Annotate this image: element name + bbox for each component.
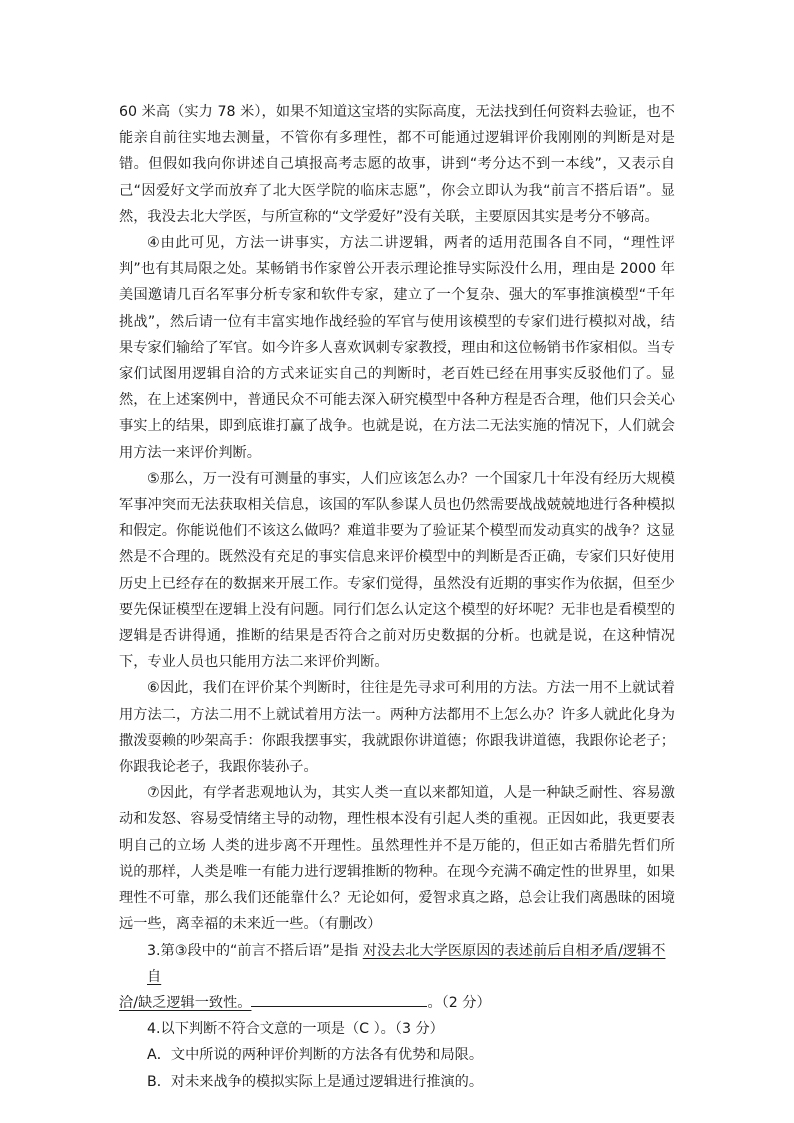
answer-blank-line bbox=[251, 992, 427, 1007]
paragraph-3-continued: 60 米高（实力 78 米），如果不知道这宝塔的实际高度，无法找到任何资料去验证，也不能亲自前往实地去测量，不管你有多理性，都不可能通过逻辑评价我刚刚的判断是对是错。但假如我向你讲述自己填报高考志愿的故事，讲到“考分达不到一本线”，又表示自己“因爱好文学而放弃了北大医学院的临床志愿”，你会立即认为我“前言不搭后语”。显然，我没去北大学医，与所宣称的“文学爱好”没有关联，主要原因其实是考分不够高。 bbox=[119, 104, 675, 225]
question-4-option-b: B．对未来战争的模拟实际上是通过逻辑进行推演的。 bbox=[147, 1073, 484, 1090]
paragraph-6: ⑥因此，我们在评价某个判断时，往往是先寻求可利用的方法。方法一用不上就试着用方法二，方法二用不上就试着用方法一。两种方法都用不上怎么办？许多人就此化身为撒泼耍赖的吵架高手：你跟我摆事实，我就跟你讲道德；你跟我讲道德，我跟你论老子；你跟我论老子，我跟你装孙子。 bbox=[119, 680, 675, 776]
paragraph-5: ⑤那么，万一没有可测量的事实，人们应该怎么办？一个国家几十年没有经历大规模军事冲突而无法获取相关信息，该国的军队参谋人员也仍然需要战战兢兢地进行各种模拟和假定。你能说他们不该这么做吗？难道非要为了验证某个模型而发动真实的战争？这显然是不合理的。既然没有充足的事实信息来评价模型中的判断是否正确，专家们只好使用历史上已经存在的数据来开展工作。专家们觉得，虽然没有近期的事实作为依据，但至少要先保证模型在逻辑上没有问题。同行们怎么认定这个模型的好坏呢？无非也是看模型的逻辑是否讲得通，推断的结果是否符合之前对历史数据的分析。也就是说，在这种情况下，专业人员也只能用方法二来评价判断。 bbox=[119, 470, 675, 671]
question-3-answer-line-1: 对没去北大学医原因的表述前后自相矛盾/逻辑不自 bbox=[147, 942, 666, 985]
question-3 bbox=[119, 938, 675, 1017]
paragraph-4: ④由此可见，方法一讲事实，方法二讲逻辑，两者的适用范围各自不同，“理性评判”也有其局限之处。某畅销书作家曾公开表示理论推导实际没什么用，理由是 2000 年美国邀请几百名军事分析专家和软件专家，建立了一个复杂、强大的军事推演模型“千年挑战”，然后请一位有丰富实地作战经验的军官与使用该模型的专家们进行模拟对战，结果专家们输给了军官。如今许多人喜欢讽刺专家教授，理由和这位畅销书作家相似。当专家们试图用逻辑自洽的方式来证实自己的判断时，老百姓已经在用事实反驳他们了。显然，在上述案例中，普通民众不可能去深入研究模型中各种方程是否合理，他们只会关心事实上的结果，即到底谁打赢了战争。也就是说，在方法二无法实施的情况下，人们就会用方法一来评价判断。 bbox=[119, 235, 675, 461]
question-4-stem: 4.以下判断不符合文意的一项是（C ）。（3 分） bbox=[147, 1021, 444, 1038]
question-3-answer-line-2: 洽/缺乏逻辑一致性。 bbox=[119, 994, 252, 1011]
question-3-prefix: 3.第③段中的“前言不搭后语”是指 bbox=[147, 942, 363, 959]
question-4-option-a: A．文中所说的两种评价判断的方法各有优势和局限。 bbox=[147, 1047, 484, 1064]
article-body bbox=[119, 99, 675, 1095]
question-3-suffix: 。（2 分） bbox=[427, 994, 491, 1011]
question-4 bbox=[119, 1016, 675, 1095]
paragraph-7: ⑦因此，有学者悲观地认为，其实人类一直以来都知道，人是一种缺乏耐性、容易激动和发怒、容易受情绪主导的动物，理性根本没有引起人类的重视。正因如此，我更要表明自己的立场 人类的进步离不开理性。虽然理性并不是万能的，但正如古希腊先哲们所说的那样，人类是唯一有能力进行逻辑推断的物种。在现今充满不确定性的世界里，如果理性不可靠，那么我们还能靠什么？无论如何，爱智求真之路，总会让我们离愚昧的困境远一些，离幸福的未来近一些。（有删改） bbox=[119, 785, 675, 933]
